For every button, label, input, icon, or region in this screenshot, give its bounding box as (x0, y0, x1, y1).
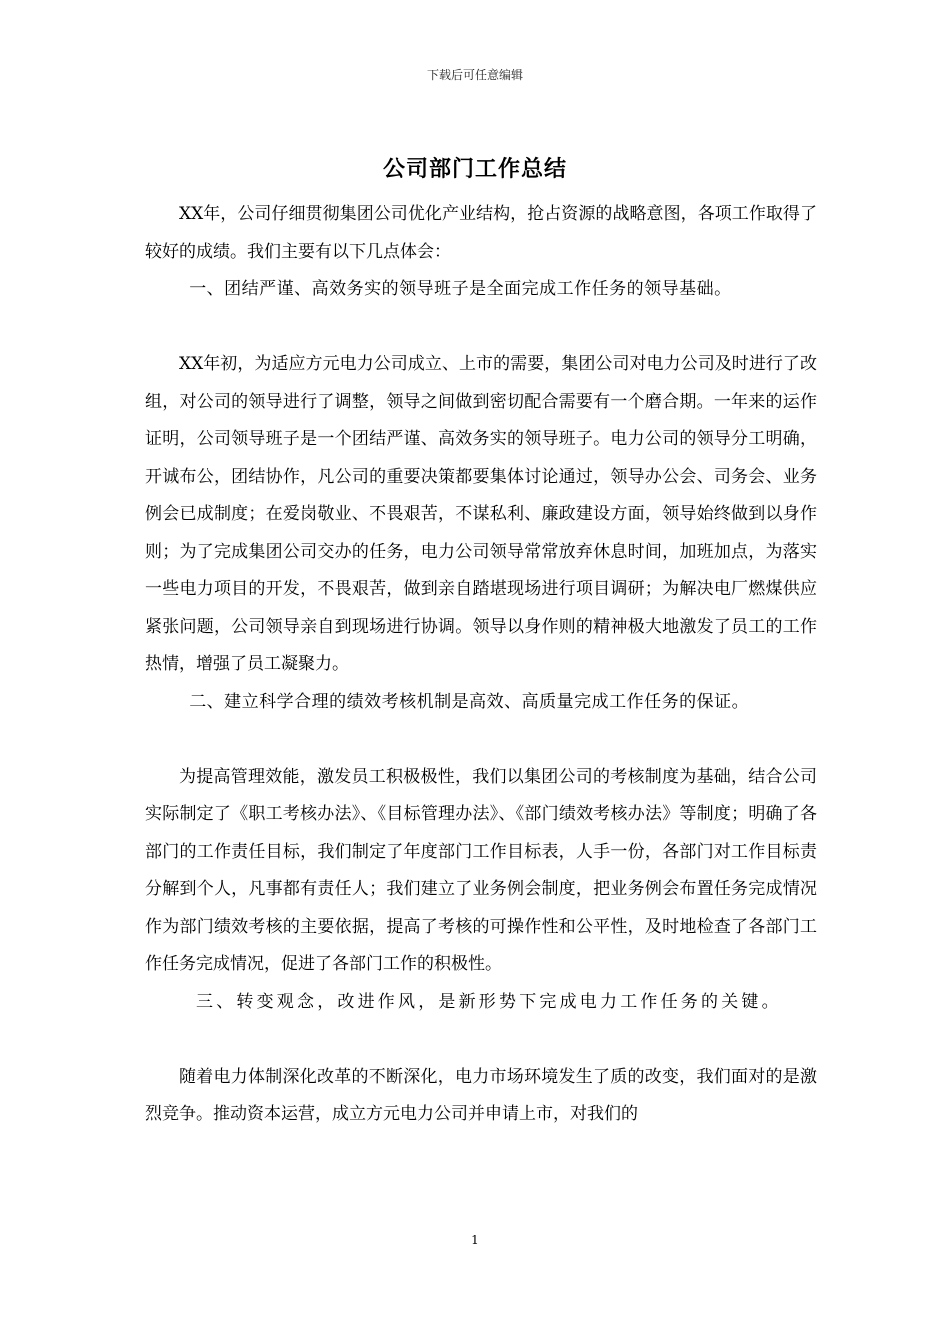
page-number: 1 (471, 1233, 479, 1247)
section-heading-3: 三、转变观念，改进作风，是新形势下完成电力工作任务的关键。 (196, 991, 782, 1012)
intro-paragraph: XX年，公司仔细贯彻集团公司优化产业结构，抢占资源的战略意图，各项工作取得了较好的成绩。我们主要有以下几点体会： (145, 204, 817, 262)
paragraph-gap (145, 1021, 817, 1059)
section-heading-2: 二、建立科学合理的绩效考核机制是高效、高质量完成工作任务的保证。 (189, 691, 750, 712)
section-heading-1: 一、团结严谨、高效务实的领导班子是全面完成工作任务的领导基础。 (189, 279, 732, 299)
section-body-2: 为提高管理效能，激发员工积极极性，我们以集团公司的考核制度为基础，结合公司实际制定了《职工考核办法》、《目标管理办法》、《部门绩效考核办法》等制度；明确了各部门的工作责任目标，我们制定了年度部门工作目标表，人手一份，各部门对工作目标责分解到个人，凡事都有责任人；我们建立了业务例会制度，把业务例会布置任务完成情况作为部门绩效考核的主要依据，提高了考核的可操作性和公平性，及时地检查了各部门工作任务完成情况，促进了各部门工作的积极性。 (145, 766, 817, 974)
section-body-1: XX年初，为适应方元电力公司成立、上市的需要，集团公司对电力公司及时进行了改组，对公司的领导进行了调整，领导之间做到密切配合需要有一个磨合期。一年来的运作证明，公司领导班子是一个团结严谨、高效务实的领导班子。电力公司的领导分工明确，开诚布公，团结协作，凡公司的重要决策都要集体讨论通过，领导办公会、司务会、业务例会已成制度；在爱岗敬业、不畏艰苦，不谋私利、廉政建设方面，领导始终做到以身作则；为了完成集团公司交办的任务，电力公司领导常常放弃休息时间，加班加点，为落实一些电力项目的开发，不畏艰苦，做到亲自踏堪现场进行项目调研；为解决电厂燃煤供应紧张问题，公司领导亲自到现场进行协调。领导以身作则的精神极大地激发了员工的工作热情，增强了员工凝聚力。 (145, 354, 817, 674)
document-body (145, 196, 817, 1134)
page-title: 公司部门工作总结 (382, 157, 567, 182)
section-body-3: 随着电力体制深化改革的不断深化，电力市场环境发生了质的改变，我们面对的是激烈竞争。推动资本运营，成立方元电力公司并申请上市，对我们的 (145, 1066, 817, 1124)
paragraph-gap (145, 309, 817, 347)
paragraph-gap (145, 721, 817, 759)
header-note: 下载后可任意编辑 (426, 68, 523, 82)
